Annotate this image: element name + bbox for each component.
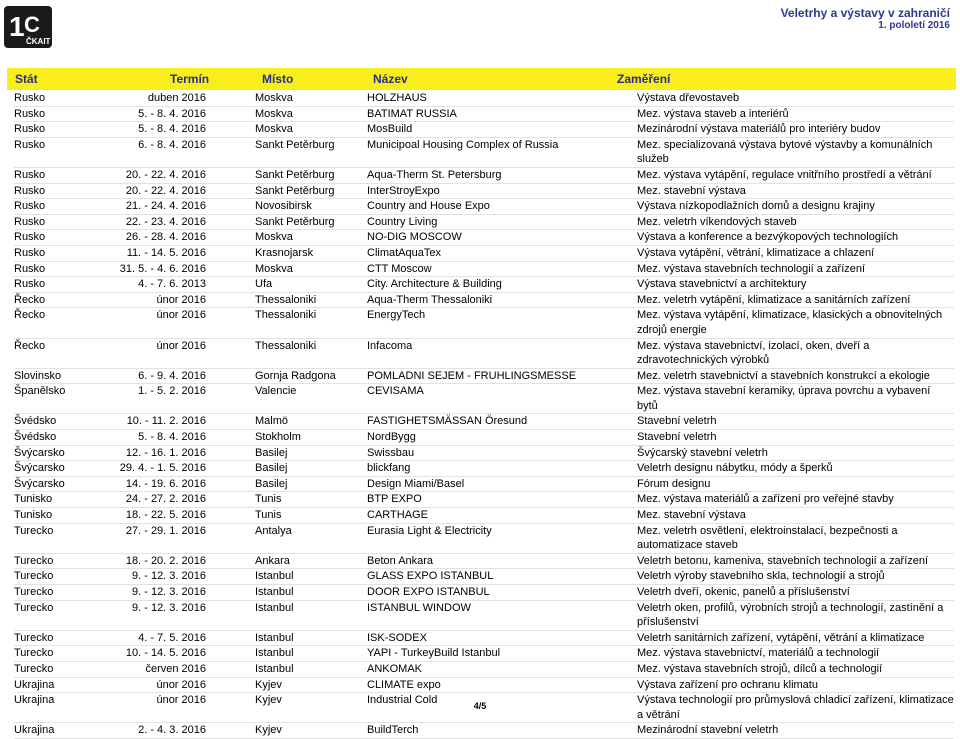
cell-zamereni: Mez. veletrh stavebnictví a stavebních konstrukcí a ekologie [637,368,954,384]
table-row [14,523,954,553]
cell-stat: Ukrajina [14,693,110,723]
cell-nazev: NordBygg [367,430,637,446]
cell-nazev: Infacoma [367,338,637,368]
cell-nazev: Country Living [367,214,637,230]
cell-misto: Basilej [255,461,367,477]
column-header-nazev: Název [373,72,408,86]
table-row [14,183,954,199]
cell-termin: 5. - 8. 4. 2016 [110,106,206,122]
cell-spacer [206,553,255,569]
cell-stat: Turecko [14,523,110,553]
cell-spacer [206,646,255,662]
cell-termin: únor 2016 [110,292,206,308]
cell-stat: Rusko [14,122,110,138]
cell-termin: 20. - 22. 4. 2016 [110,183,206,199]
cell-termin: 9. - 12. 3. 2016 [110,585,206,601]
cell-misto: Gornja Radgona [255,368,367,384]
cell-nazev: Design Miami/Basel [367,476,637,492]
cell-nazev: MosBuild [367,122,637,138]
cell-stat: Řecko [14,338,110,368]
table-row [14,569,954,585]
cell-zamereni: Výstava a konference a bezvýkopových technologiích [637,230,954,246]
cell-spacer [206,261,255,277]
table-row [14,199,954,215]
table-row [14,508,954,524]
cell-misto: Antalya [255,523,367,553]
cell-misto: Thessaloniki [255,292,367,308]
svg-text:ČKAIT: ČKAIT [26,37,51,46]
cell-termin: 31. 5. - 4. 6. 2016 [110,261,206,277]
cell-stat: Rusko [14,261,110,277]
table-row [14,91,954,106]
cell-termin: 27. - 29. 1. 2016 [110,523,206,553]
table-row [14,414,954,430]
cell-termin: 10. - 14. 5. 2016 [110,646,206,662]
cell-stat: Turecko [14,600,110,630]
cell-zamereni: Mez. výstava stavebních strojů, dílců a technologií [637,661,954,677]
cell-termin: 22. - 23. 4. 2016 [110,214,206,230]
cell-zamereni: Veletrh oken, profilů, výrobních strojů a technologií, zastínění a příslušenství [637,600,954,630]
cell-zamereni: Mez. stavební výstava [637,508,954,524]
cell-termin: 6. - 9. 4. 2016 [110,368,206,384]
cell-termin: 4. - 7. 6. 2013 [110,277,206,293]
cell-misto: Istanbul [255,646,367,662]
cell-zamereni: Veletrh dveří, okenic, panelů a příslušenství [637,585,954,601]
cell-spacer [206,230,255,246]
table-row [14,661,954,677]
cell-stat: Turecko [14,553,110,569]
cell-spacer [206,137,255,167]
svg-text:1: 1 [9,11,25,42]
cell-nazev: ISK-SODEX [367,630,637,646]
cell-termin: 5. - 8. 4. 2016 [110,122,206,138]
cell-spacer [206,292,255,308]
cell-misto: Moskva [255,230,367,246]
cell-termin: 18. - 20. 2. 2016 [110,553,206,569]
table-row [14,430,954,446]
cell-spacer [206,106,255,122]
cell-zamereni: Mez. výstava stavebnictví, izolací, oken, dveří a zdravotechnických výrobků [637,338,954,368]
cell-zamereni: Veletrh designu nábytku, módy a šperků [637,461,954,477]
cell-zamereni: Mez. stavební výstava [637,183,954,199]
cell-zamereni: Mez. výstava stavební keramiky, úprava povrchu a vybavení bytů [637,384,954,414]
cell-nazev: GLASS EXPO ISTANBUL [367,569,637,585]
cell-termin: 9. - 12. 3. 2016 [110,569,206,585]
cell-zamereni: Mez. výstava vytápění, regulace vnitřního prostředí a větrání [637,167,954,183]
cell-misto: Thessaloniki [255,308,367,338]
cell-spacer [206,338,255,368]
cell-nazev: Aqua-Therm Thessaloniki [367,292,637,308]
cell-stat: Švýcarsko [14,461,110,477]
column-header-zamereni: Zaměření [617,72,671,86]
cell-termin: únor 2016 [110,308,206,338]
table-row [14,476,954,492]
cell-stat: Rusko [14,106,110,122]
table-row [14,245,954,261]
cell-spacer [206,723,255,739]
cell-zamereni: Výstava technologií pro průmyslová chladicí zařízení, klimatizace a větrání [637,693,954,723]
cell-spacer [206,199,255,215]
document-subtitle: 1. pololetí 2016 [878,20,950,31]
cell-nazev: FASTIGHETSMÄSSAN Öresund [367,414,637,430]
cell-nazev: Aqua-Therm St. Petersburg [367,167,637,183]
cell-stat: Rusko [14,277,110,293]
cell-termin: 11. - 14. 5. 2016 [110,245,206,261]
cell-spacer [206,630,255,646]
cell-misto: Tunis [255,508,367,524]
cell-spacer [206,492,255,508]
cell-termin: 26. - 28. 4. 2016 [110,230,206,246]
cell-nazev: Industrial Cold [367,693,637,723]
cell-termin: 9. - 12. 3. 2016 [110,600,206,630]
cell-misto: Istanbul [255,569,367,585]
cell-spacer [206,277,255,293]
cell-misto: Ufa [255,277,367,293]
cell-zamereni: Mez. veletrh vytápění, klimatizace a sanitárních zařízení [637,292,954,308]
cell-spacer [206,600,255,630]
cell-stat: Rusko [14,199,110,215]
cell-termin: 14. - 19. 6. 2016 [110,476,206,492]
cell-stat: Tunisko [14,492,110,508]
cell-stat: Turecko [14,630,110,646]
cell-spacer [206,430,255,446]
cell-spacer [206,523,255,553]
table-row [14,368,954,384]
table-row [14,277,954,293]
cell-misto: Istanbul [255,585,367,601]
cell-stat: Rusko [14,230,110,246]
cell-stat: Tunisko [14,508,110,524]
cell-nazev: City. Architecture & Building [367,277,637,293]
cell-spacer [206,677,255,693]
fair-table [14,91,954,739]
cell-misto: Basilej [255,445,367,461]
table-row [14,723,954,739]
cell-stat: Španělsko [14,384,110,414]
cell-nazev: ANKOMAK [367,661,637,677]
cell-misto: Kyjev [255,723,367,739]
cell-zamereni: Mez. výstava stavebnictví, materiálů a technologií [637,646,954,662]
cell-termin: 5. - 8. 4. 2016 [110,430,206,446]
cell-nazev: NO-DIG MOSCOW [367,230,637,246]
cell-zamereni: Výstava stavebnictví a architektury [637,277,954,293]
cell-nazev: BTP EXPO [367,492,637,508]
table-row [14,553,954,569]
table-row [14,600,954,630]
table-row [14,137,954,167]
cell-nazev: ClimatAquaTex [367,245,637,261]
cell-stat: Řecko [14,308,110,338]
cell-spacer [206,214,255,230]
cell-termin: 4. - 7. 5. 2016 [110,630,206,646]
cell-nazev: DOOR EXPO ISTANBUL [367,585,637,601]
cell-stat: Ukrajina [14,677,110,693]
cell-misto: Novosibirsk [255,199,367,215]
cell-zamereni: Mez. veletrh osvětlení, elektroinstalací, bezpečnosti a automatizace staveb [637,523,954,553]
cell-spacer [206,461,255,477]
cell-stat: Rusko [14,183,110,199]
table-row [14,585,954,601]
cell-nazev: blickfang [367,461,637,477]
cell-termin: 2. - 4. 3. 2016 [110,723,206,739]
cell-spacer [206,445,255,461]
cell-misto: Tunis [255,492,367,508]
cell-zamereni: Mezinárodní výstava materiálů pro interiéry budov [637,122,954,138]
cell-nazev: Municipoal Housing Complex of Russia [367,137,637,167]
cell-stat: Švýcarsko [14,476,110,492]
cell-stat: Rusko [14,214,110,230]
cell-nazev: ISTANBUL WINDOW [367,600,637,630]
column-header-misto: Místo [262,72,294,86]
cell-zamereni: Mez. výstava materiálů a zařízení pro veřejné stavby [637,492,954,508]
cell-spacer [206,661,255,677]
cell-spacer [206,183,255,199]
cell-nazev: BATIMAT RUSSIA [367,106,637,122]
page-number: 4/5 [473,701,487,711]
cell-zamereni: Mez. výstava vytápění, klimatizace, klasických a obnovitelných zdrojů energie [637,308,954,338]
table-row [14,677,954,693]
svg-text:C: C [24,12,40,37]
cell-stat: Rusko [14,167,110,183]
cell-stat: Slovinsko [14,368,110,384]
cell-misto: Sankt Petěrburg [255,167,367,183]
cell-spacer [206,91,255,106]
cell-nazev: Country and House Expo [367,199,637,215]
cell-termin: červen 2016 [110,661,206,677]
cell-spacer [206,368,255,384]
cell-misto: Moskva [255,261,367,277]
cell-nazev: POMLADNI SEJEM - FRUHLINGSMESSE [367,368,637,384]
cell-stat: Turecko [14,661,110,677]
cell-stat: Rusko [14,91,110,106]
cell-stat: Turecko [14,646,110,662]
column-header-stat: Stát [15,72,38,86]
cell-misto: Sankt Petěrburg [255,214,367,230]
cell-termin: 18. - 22. 5. 2016 [110,508,206,524]
cell-misto: Malmö [255,414,367,430]
cell-misto: Istanbul [255,600,367,630]
cell-misto: Kyjev [255,693,367,723]
cell-misto: Sankt Petěrburg [255,183,367,199]
table-row [14,646,954,662]
cell-termin: 29. 4. - 1. 5. 2016 [110,461,206,477]
cell-spacer [206,508,255,524]
cell-termin: únor 2016 [110,677,206,693]
logo-1c-ckait [4,6,52,48]
cell-stat: Švédsko [14,414,110,430]
table-row [14,261,954,277]
cell-misto: Moskva [255,122,367,138]
cell-nazev: Beton Ankara [367,553,637,569]
cell-nazev: HOLZHAUS [367,91,637,106]
document-title: Veletrhy a výstavy v zahraničí [780,6,950,20]
cell-nazev: BuildTerch [367,723,637,739]
table-row [14,384,954,414]
cell-spacer [206,308,255,338]
cell-zamereni: Stavební veletrh [637,430,954,446]
cell-misto: Thessaloniki [255,338,367,368]
cell-nazev: CTT Moscow [367,261,637,277]
cell-stat: Ukrajina [14,723,110,739]
table-row [14,292,954,308]
cell-spacer [206,585,255,601]
cell-zamereni: Švýcarský stavební veletrh [637,445,954,461]
table-row [14,308,954,338]
cell-zamereni: Veletrh sanitárních zařízení, vytápění, větrání a klimatizace [637,630,954,646]
cell-nazev: Eurasia Light & Electricity [367,523,637,553]
cell-termin: duben 2016 [110,91,206,106]
table-row [14,167,954,183]
cell-misto: Ankara [255,553,367,569]
table-row [14,214,954,230]
cell-termin: únor 2016 [110,338,206,368]
cell-spacer [206,122,255,138]
cell-spacer [206,414,255,430]
cell-zamereni: Veletrh výroby stavebního skla, technologií a strojů [637,569,954,585]
cell-misto: Valencie [255,384,367,414]
table-header-bar [7,68,956,90]
cell-stat: Turecko [14,585,110,601]
cell-zamereni: Mez. veletrh víkendových staveb [637,214,954,230]
cell-spacer [206,245,255,261]
cell-zamereni: Výstava nízkopodlažních domů a designu krajiny [637,199,954,215]
table-row [14,492,954,508]
table-row [14,445,954,461]
cell-misto: Krasnojarsk [255,245,367,261]
cell-misto: Moskva [255,106,367,122]
cell-misto: Istanbul [255,630,367,646]
cell-stat: Švédsko [14,430,110,446]
cell-zamereni: Fórum designu [637,476,954,492]
cell-spacer [206,167,255,183]
table-row [14,338,954,368]
cell-nazev: CARTHAGE [367,508,637,524]
cell-misto: Sankt Petěrburg [255,137,367,167]
cell-zamereni: Veletrh betonu, kameniva, stavebních technologií a zařízení [637,553,954,569]
cell-misto: Kyjev [255,677,367,693]
cell-termin: únor 2016 [110,693,206,723]
cell-nazev: Swissbau [367,445,637,461]
cell-spacer [206,384,255,414]
table-row [14,230,954,246]
cell-spacer [206,569,255,585]
cell-zamereni: Výstava vytápění, větrání, klimatizace a chlazení [637,245,954,261]
cell-stat: Řecko [14,292,110,308]
cell-stat: Turecko [14,569,110,585]
cell-zamereni: Výstava zařízení pro ochranu klimatu [637,677,954,693]
table-row [14,122,954,138]
cell-zamereni: Mez. specializovaná výstava bytové výstavby a komunálních služeb [637,137,954,167]
cell-zamereni: Mez. výstava stavebních technologií a zařízení [637,261,954,277]
cell-stat: Rusko [14,245,110,261]
cell-zamereni: Mez. výstava staveb a interiérů [637,106,954,122]
cell-nazev: CEVISAMA [367,384,637,414]
cell-misto: Moskva [255,91,367,106]
cell-nazev: YAPI - TurkeyBuild Istanbul [367,646,637,662]
cell-termin: 6. - 8. 4. 2016 [110,137,206,167]
cell-termin: 1. - 5. 2. 2016 [110,384,206,414]
table-row [14,461,954,477]
table-row [14,630,954,646]
cell-stat: Švýcarsko [14,445,110,461]
cell-misto: Istanbul [255,661,367,677]
cell-misto: Stokholm [255,430,367,446]
cell-termin: 12. - 16. 1. 2016 [110,445,206,461]
cell-spacer [206,476,255,492]
column-header-termin: Termín [170,72,210,86]
cell-nazev: InterStroyExpo [367,183,637,199]
cell-stat: Rusko [14,137,110,167]
cell-nazev: CLIMATE expo [367,677,637,693]
table-row [14,106,954,122]
cell-zamereni: Mezinárodní stavební veletrh [637,723,954,739]
cell-zamereni: Výstava dřevostaveb [637,91,954,106]
cell-nazev: EnergyTech [367,308,637,338]
cell-zamereni: Stavební veletrh [637,414,954,430]
cell-termin: 21. - 24. 4. 2016 [110,199,206,215]
cell-termin: 24. - 27. 2. 2016 [110,492,206,508]
cell-termin: 20. - 22. 4. 2016 [110,167,206,183]
cell-misto: Basilej [255,476,367,492]
cell-termin: 10. - 11. 2. 2016 [110,414,206,430]
